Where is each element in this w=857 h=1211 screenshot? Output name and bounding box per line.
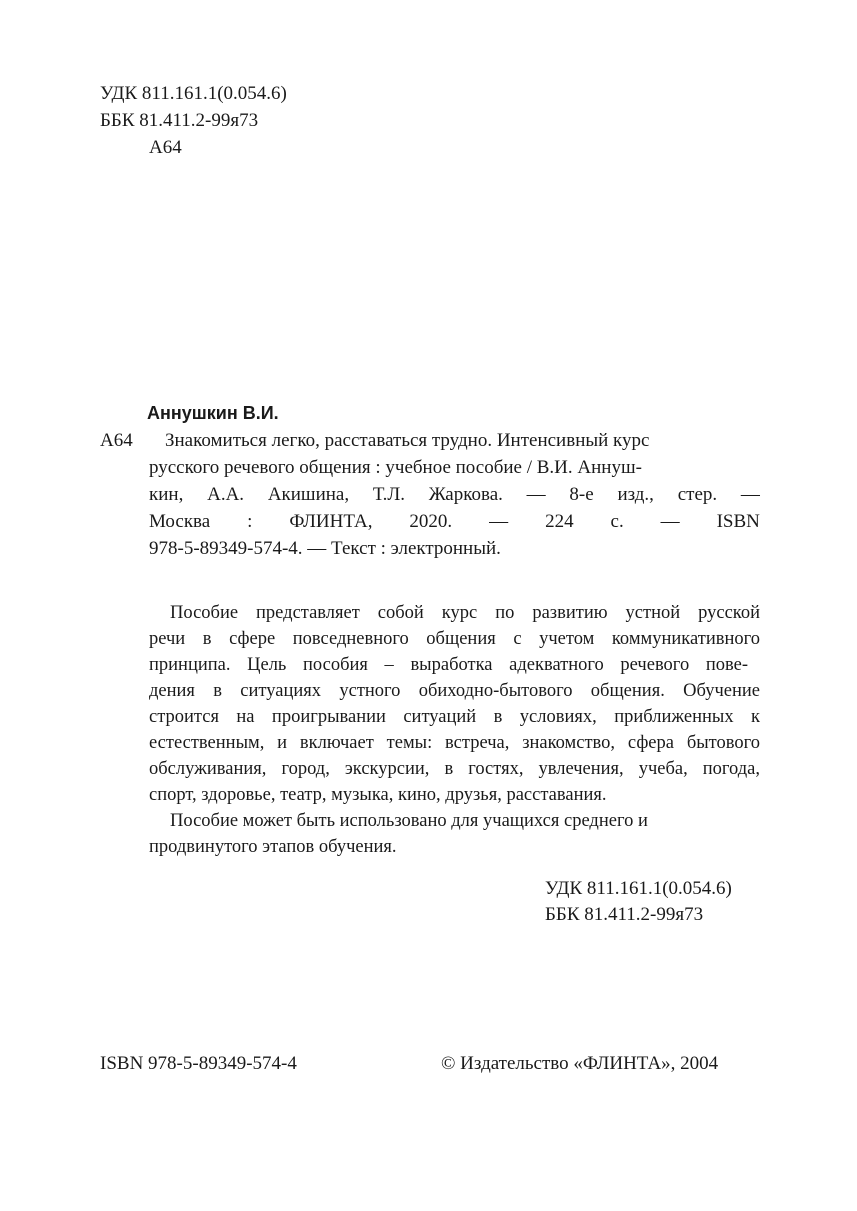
footer-copyright: © Издательство «ФЛИНТА», 2004: [441, 1053, 719, 1074]
record-word: 2020.: [409, 511, 453, 532]
header-udk: УДК 811.161.1(0.054.6): [100, 83, 287, 104]
annotation-line-9: Пособие может быть использовано для учащихся среднего и: [170, 811, 648, 831]
annotation-line-6: естественным, и включает темы: встреча, знакомство, сфера бытового: [149, 733, 760, 753]
annotation-line-4: дения в ситуациях устного обиходно-бытового общения. Обучение: [149, 681, 760, 701]
record-word: Т.Л.: [372, 484, 405, 505]
record-word: Москва: [149, 511, 211, 532]
header-bbk: ББК 81.411.2-99я73: [100, 110, 259, 131]
record-word: —: [526, 484, 546, 505]
record-word: ISBN: [716, 511, 760, 532]
header-code: А64: [149, 137, 182, 158]
record-line-2: русского речевого общения : учебное пособие / В.И. Аннуш-: [149, 457, 642, 478]
annotation-text: Пособие представляет собой курс по развитию устной русской: [170, 603, 760, 623]
annotation-line-8: спорт, здоровье, театр, музыка, кино, друзья, расставания.: [149, 785, 607, 805]
record-author: Аннушкин В.И.: [147, 403, 279, 423]
record-word: 8-е: [569, 484, 594, 505]
record-line-3: [149, 485, 760, 504]
record-word: —: [489, 511, 509, 532]
annotation-line-1: [170, 604, 760, 623]
record-word: с.: [610, 511, 624, 532]
annotation-line-3: принципа. Цель пособия – выработка адекватного речевого пове-: [149, 655, 748, 675]
footer-isbn: ISBN 978-5-89349-574-4: [100, 1053, 297, 1074]
record-line-4: [149, 512, 760, 531]
record-word: изд.,: [617, 484, 654, 505]
record-line-1: Знакомиться легко, расставаться трудно. Интенсивный курс: [165, 430, 650, 451]
record-word: —: [740, 484, 760, 505]
record-word: кин,: [149, 484, 184, 505]
record-word: —: [660, 511, 680, 532]
annotation-line-5: строится на проигрывании ситуаций в условиях, приближенных к: [149, 707, 760, 727]
record-word: :: [247, 511, 253, 532]
record-word: 224: [545, 511, 574, 532]
record-word: стер.: [677, 484, 718, 505]
record-word: Жаркова.: [428, 484, 503, 505]
classification-udk: УДК 811.161.1(0.054.6): [545, 878, 732, 899]
record-word: Акишина,: [267, 484, 350, 505]
record-word: А.А.: [207, 484, 245, 505]
record-word: ФЛИНТА,: [289, 511, 373, 532]
record-code: А64: [100, 430, 133, 451]
classification-bbk: ББК 81.411.2-99я73: [545, 904, 704, 925]
annotation-line-7: обслуживания, город, экскурсии, в гостях, увлечения, учеба, погода,: [149, 759, 760, 779]
annotation-line-10: продвинутого этапов обучения.: [149, 837, 397, 857]
record-line-5: 978-5-89349-574-4. — Текст : электронный.: [149, 538, 501, 559]
annotation-line-2: речи в сфере повседневного общения с учетом коммуникативного: [149, 629, 760, 649]
